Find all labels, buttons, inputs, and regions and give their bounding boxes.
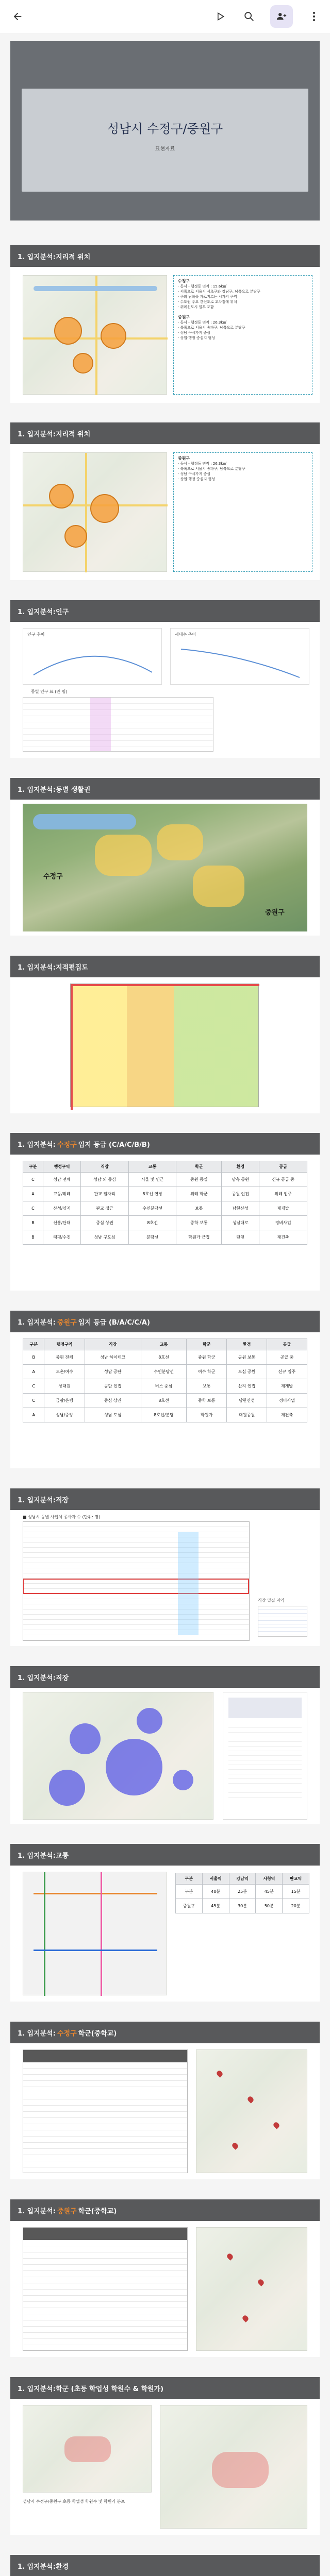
- slide-title: 1. 입지분석: 교통: [10, 1844, 320, 1866]
- slides-list: [10, 41, 320, 2571]
- slide-title: 1. 입지분석: 동별 생활권: [10, 778, 320, 800]
- slide-grade-jungwon[interactable]: [10, 1311, 320, 1468]
- grade-table: 구분 행정구역 직장 교통 학군 환경 공급 C 성남 전체 성남 외 중심 서울 및 인근 중원 동일 남측 공원 신규 공급 중 A 고등/위례 판교 일자리 8호선 연장 위례 학군 공원 인접 위례 입주 C 산성/양지 판교 접근 수인분당선 보통 남한산성 재개발 B 신흥/단대 중심 상권 8호선 중학 보통 성남대로 정비사업 B 태평/수진 성남 구도심 분당선 학원가 근접 탄천 재건축: [23, 1161, 307, 1245]
- cover-band: [22, 89, 308, 192]
- slide-title: 1. 입지분석: 중원구 학군(중학교): [10, 2199, 320, 2221]
- cover-slide[interactable]: [10, 41, 320, 221]
- slide-title: 1. 입지분석: 지적편집도: [10, 956, 320, 977]
- cover-title: 성남시 수정구/중원구: [107, 122, 223, 136]
- school-table: [23, 2049, 188, 2173]
- jungwon-label: 중원구: [265, 909, 285, 917]
- slide-location-1[interactable]: [10, 245, 320, 403]
- slide-traffic[interactable]: [10, 1844, 320, 2002]
- workplace-info-panel: [223, 1692, 307, 1820]
- population-chart-1: 인구 추이: [23, 628, 162, 685]
- add-collaborator-icon[interactable]: [270, 5, 293, 28]
- slide-school-jungwon[interactable]: [10, 2199, 320, 2357]
- living-area-map: [23, 804, 307, 931]
- school-map: [196, 2049, 307, 2173]
- school-map: [196, 2227, 307, 2351]
- slide-title: 1. 입지분석: 학군 (초등 학업성 학원수 & 학원가): [10, 2377, 320, 2399]
- slide-title: 1. 입지분석: 직장: [10, 1488, 320, 1510]
- slide-title: 1. 입지분석: 수정구 학군(중학교): [10, 2022, 320, 2043]
- workplace-bubble-map: [23, 1692, 213, 1820]
- traffic-table: 구분 서울역 강남역 시청역 판교역 구분 40분 25분 45분 15분 중원구 45분 30분 50분 20분: [175, 1873, 309, 1913]
- search-icon[interactable]: [241, 9, 257, 24]
- academy-map-1: [23, 2405, 152, 2493]
- location-map: [23, 452, 167, 572]
- sujeong-marker: [54, 317, 82, 345]
- slide-school-sujeong[interactable]: [10, 2022, 320, 2179]
- slide-grade-sujeong[interactable]: [10, 1133, 320, 1291]
- sujeong-label: 수정구: [43, 873, 63, 880]
- location-map: [23, 275, 167, 395]
- more-vert-icon[interactable]: [306, 9, 322, 24]
- grade-table: 구분 행정구역 직장 교통 학군 환경 공급 B 중원 전체 성남 하이테크 8호선 중원 학군 공원 보통 공급 중 A 도촌/여수 성남 공단 수인분당선 여수 학군 도심 공원 신규 입주 C 상대원 공단 인접 버스 중심 보통 산지 인접 재개발 C 금광/은행 중심 상권 8호선 중학 보통 남한산성 정비사업 A 성남/중앙 성남 도심 8호선/분당 학원가 대원공원 재건축: [23, 1338, 307, 1422]
- academy-note: 성남시 수정구/중원구 초등 학업성 학원수 및 학원가 분포: [23, 2499, 125, 2504]
- population-table-title: 동별 인구 표 (만 명): [31, 689, 68, 694]
- slide-title: 1. 입지분석: 인구: [10, 600, 320, 622]
- play-icon[interactable]: [212, 9, 228, 24]
- population-table: [23, 697, 213, 752]
- cadastral-map: [70, 984, 259, 1107]
- transit-map: [23, 1872, 167, 1995]
- location-notes: 수정구 · 동서 - 행정동 면적 : 15.6k㎡ · 서쪽으로 서울시 서초구와 강남구, 남쪽으로 분당구 · 구의 남북을 가로지르는 시가지 구역 · 수도권 주요 간선도로 교차점에 위치 · 위례신도시 일부 포함 중원구 · 동서 - 행정동 면적 : 26.3k㎡ · 북쪽으로 서울시 송파구, 남쪽으로 분당구 · 성남 구시가지 중심 · 상업·행정 중심지 형성: [173, 275, 312, 395]
- cover-subtitle: 표현자료: [155, 146, 175, 152]
- slide-academy[interactable]: [10, 2377, 320, 2535]
- slide-environment[interactable]: [10, 2555, 320, 2576]
- slide-workplace-1[interactable]: [10, 1488, 320, 1646]
- population-chart-2: 세대수 추이: [170, 628, 309, 685]
- slide-cadastral[interactable]: [10, 956, 320, 1113]
- slide-title: 1. 입지분석: 수정구 입지 등급 (C/A/C/B/B): [10, 1133, 320, 1155]
- workplace-table-title: ■ 성남시 동별 사업체 종사자 수 (단위: 명): [23, 1515, 101, 1519]
- back-arrow-icon[interactable]: [8, 7, 27, 26]
- school-table: [23, 2227, 188, 2351]
- bundang-marker: [73, 353, 93, 374]
- workplace-side-note: 직장 밀집 지역: [258, 1598, 285, 1603]
- slide-workplace-2[interactable]: [10, 1666, 320, 1824]
- slide-title: 1. 입지분석: 지리적 위치: [10, 245, 320, 267]
- slide-title: 1. 입지분석: 직장: [10, 1666, 320, 1688]
- location-notes: 중원구 · 동서 - 행정동 면적 : 26.3k㎡ · 북쪽으로 서울시 송파구, 남쪽으로 분당구 · 성남 구시가지 중심 · 상업·행정 중심지 형성: [173, 452, 312, 572]
- jungwon-marker: [101, 323, 126, 349]
- slide-living-area[interactable]: [10, 778, 320, 936]
- workplace-table: [23, 1521, 250, 1641]
- academy-map-2: [160, 2405, 307, 2529]
- slide-title: 1. 입지분석: 환경: [10, 2555, 320, 2576]
- slide-title: 1. 입지분석: 중원구 입지 등급 (B/A/C/C/A): [10, 1311, 320, 1332]
- slide-title: 1. 입지분석: 지리적 위치: [10, 422, 320, 444]
- app-toolbar: [0, 0, 330, 33]
- slide-population[interactable]: [10, 600, 320, 758]
- slide-location-2[interactable]: [10, 422, 320, 580]
